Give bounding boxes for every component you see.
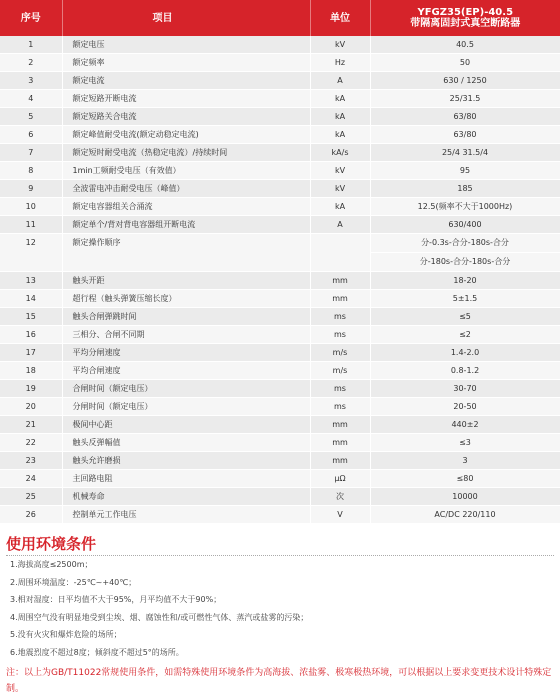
row-name: 超行程（触头弹簧压缩长度） — [62, 290, 310, 308]
header-item: 项目 — [62, 0, 310, 36]
row-unit: μΩ — [310, 470, 370, 488]
row-no: 16 — [0, 326, 62, 344]
table-row — [0, 434, 560, 452]
row-unit: 次 — [310, 488, 370, 506]
environment-item: 1.海拔高度≤2500m； — [10, 560, 93, 569]
row-name: 额定短路开断电流 — [62, 90, 310, 108]
table-row — [0, 452, 560, 470]
row-name: 额定电压 — [62, 36, 310, 54]
row-unit: mm — [310, 452, 370, 470]
row-unit: kA — [310, 90, 370, 108]
environment-item: 5.没有火灾和爆炸危险的场所； — [10, 630, 122, 639]
row-unit: kA — [310, 126, 370, 144]
row-value: 50 — [370, 54, 560, 72]
row-unit: A — [310, 216, 370, 234]
row-unit: m/s — [310, 362, 370, 380]
row-unit: kA — [310, 198, 370, 216]
row-value: 25/31.5 — [370, 90, 560, 108]
row-unit: mm — [310, 290, 370, 308]
row-no: 23 — [0, 452, 62, 470]
row-name: 极间中心距 — [62, 416, 310, 434]
operating-sequence-line: 分-0.3s-合分-180s-合分 — [371, 234, 560, 253]
row-name: 平均合闸速度 — [62, 362, 310, 380]
row-no: 20 — [0, 398, 62, 416]
table-row — [0, 198, 560, 216]
row-no: 11 — [0, 216, 62, 234]
row-unit: Hz — [310, 54, 370, 72]
row-no: 9 — [0, 180, 62, 198]
header-model — [370, 0, 560, 36]
table-row — [0, 126, 560, 144]
header-model-desc: 带隔离固封式真空断路器 — [410, 18, 521, 29]
table-row — [0, 216, 560, 234]
row-value: 1.4-2.0 — [370, 344, 560, 362]
table-row — [0, 90, 560, 108]
row-no: 12 — [0, 234, 62, 272]
row-value: 63/80 — [370, 108, 560, 126]
row-unit: kV — [310, 36, 370, 54]
row-no: 14 — [0, 290, 62, 308]
row-unit — [310, 234, 370, 272]
row-name: 额定操作顺序 — [62, 234, 310, 272]
table-row — [0, 344, 560, 362]
row-name: 控制单元工作电压 — [62, 506, 310, 524]
row-value: 10000 — [370, 488, 560, 506]
row-unit: A — [310, 72, 370, 90]
table-row — [0, 180, 560, 198]
row-value: 0.8-1.2 — [370, 362, 560, 380]
header-model-code: YFGZ35(EP)-40.5 — [417, 7, 514, 18]
table-row — [0, 290, 560, 308]
row-value: 185 — [370, 180, 560, 198]
row-unit: mm — [310, 416, 370, 434]
row-value: 20-50 — [370, 398, 560, 416]
environment-item: 2.周围环境温度：-25℃~+40℃； — [10, 577, 137, 587]
table-row — [0, 362, 560, 380]
row-value: 40.5 — [370, 36, 560, 54]
row-no: 25 — [0, 488, 62, 506]
row-value: 63/80 — [370, 126, 560, 144]
table-row — [0, 162, 560, 180]
table-body — [0, 36, 560, 524]
row-unit: ms — [310, 308, 370, 326]
table-row — [0, 234, 560, 272]
row-name: 分闸时间（额定电压） — [62, 398, 310, 416]
row-no: 19 — [0, 380, 62, 398]
row-name: 触头合闸弹跳时间 — [62, 308, 310, 326]
environment-title: 使用环境条件 — [6, 535, 97, 553]
row-unit: mm — [310, 272, 370, 290]
environment-item: 3.相对湿度：日平均值不大于95%，月平均值不大于90%； — [10, 595, 222, 604]
row-value: 95 — [370, 162, 560, 180]
row-name: 1min工频耐受电压（有效值） — [62, 162, 310, 180]
row-unit: kV — [310, 180, 370, 198]
row-name: 额定短时耐受电流（热稳定电流）/持续时间 — [62, 144, 310, 162]
row-name: 额定电流 — [62, 72, 310, 90]
table-row — [0, 488, 560, 506]
row-value: 630 / 1250 — [370, 72, 560, 90]
header-unit: 单位 — [310, 0, 370, 36]
row-no: 18 — [0, 362, 62, 380]
row-no: 7 — [0, 144, 62, 162]
row-unit: ms — [310, 398, 370, 416]
row-no: 22 — [0, 434, 62, 452]
row-unit: m/s — [310, 344, 370, 362]
row-name: 平均分闸速度 — [62, 344, 310, 362]
row-unit: ms — [310, 380, 370, 398]
row-value: ≤80 — [370, 470, 560, 488]
row-no: 3 — [0, 72, 62, 90]
row-no: 24 — [0, 470, 62, 488]
row-name: 全波雷电冲击耐受电压（峰值） — [62, 180, 310, 198]
row-no: 2 — [0, 54, 62, 72]
row-unit: kV — [310, 162, 370, 180]
row-name: 触头允许磨损 — [62, 452, 310, 470]
table-row — [0, 272, 560, 290]
table-header-row — [0, 0, 560, 36]
row-value: 5±1.5 — [370, 290, 560, 308]
row-unit: V — [310, 506, 370, 524]
operating-sequence-line: 分-180s-合分-180s-合分 — [419, 257, 511, 266]
table-row — [0, 416, 560, 434]
table-row — [0, 506, 560, 524]
environment-item: 6.地震烈度不超过8度；倾斜度不超过5°的场所。 — [10, 647, 184, 657]
row-name: 触头反弹幅值 — [62, 434, 310, 452]
table-row — [0, 54, 560, 72]
table-row — [0, 470, 560, 488]
table-row — [0, 36, 560, 54]
row-value: ≤5 — [370, 308, 560, 326]
row-no: 4 — [0, 90, 62, 108]
row-value: 12.5(频率不大于1000Hz) — [370, 198, 560, 216]
header-no: 序号 — [0, 0, 62, 36]
row-no: 26 — [0, 506, 62, 524]
table-row — [0, 380, 560, 398]
row-name: 主回路电阻 — [62, 470, 310, 488]
table-row — [0, 398, 560, 416]
row-name: 机械寿命 — [62, 488, 310, 506]
table-row — [0, 144, 560, 162]
row-no: 17 — [0, 344, 62, 362]
row-value: 630/400 — [370, 216, 560, 234]
row-value: 25/4 31.5/4 — [370, 144, 560, 162]
row-name: 额定频率 — [62, 54, 310, 72]
row-unit: kA/s — [310, 144, 370, 162]
footnote: 注：以上为GB/T11022常规使用条件，如需特殊使用环境条件为高海拔、浓盐雾、极寒极热环境，可以根据以上要求变更技术设计特殊定制。 — [6, 668, 552, 694]
row-name: 额定电容器组关合涌流 — [62, 198, 310, 216]
row-value: 30-70 — [370, 380, 560, 398]
environment-list — [10, 556, 308, 661]
row-no: 1 — [0, 36, 62, 54]
row-value-sequence — [370, 234, 560, 272]
row-value: 18-20 — [370, 272, 560, 290]
row-name: 额定短路关合电流 — [62, 108, 310, 126]
row-no: 10 — [0, 198, 62, 216]
row-value: 3 — [370, 452, 560, 470]
environment-item: 4.周围空气没有明显地受到尘埃、烟、腐蚀性和/或可燃性气体、蒸汽或盐雾的污染； — [10, 612, 309, 622]
row-value: AC/DC 220/110 — [370, 506, 560, 524]
table-row — [0, 308, 560, 326]
row-unit: mm — [310, 434, 370, 452]
table-row — [0, 108, 560, 126]
table-row — [0, 326, 560, 344]
row-name: 触头开距 — [62, 272, 310, 290]
row-value: ≤3 — [370, 434, 560, 452]
row-no: 13 — [0, 272, 62, 290]
row-value: ≤2 — [370, 326, 560, 344]
row-unit: kA — [310, 108, 370, 126]
row-name: 额定峰值耐受电流(额定动稳定电流) — [62, 126, 310, 144]
row-no: 5 — [0, 108, 62, 126]
row-unit: ms — [310, 326, 370, 344]
row-value: 440±2 — [370, 416, 560, 434]
row-no: 15 — [0, 308, 62, 326]
row-name: 额定单个/背对背电容器组开断电流 — [62, 216, 310, 234]
row-no: 6 — [0, 126, 62, 144]
table-row — [0, 72, 560, 90]
row-name: 三相分、合闸不同期 — [62, 326, 310, 344]
row-no: 21 — [0, 416, 62, 434]
row-no: 8 — [0, 162, 62, 180]
row-name: 合闸时间（额定电压） — [62, 380, 310, 398]
